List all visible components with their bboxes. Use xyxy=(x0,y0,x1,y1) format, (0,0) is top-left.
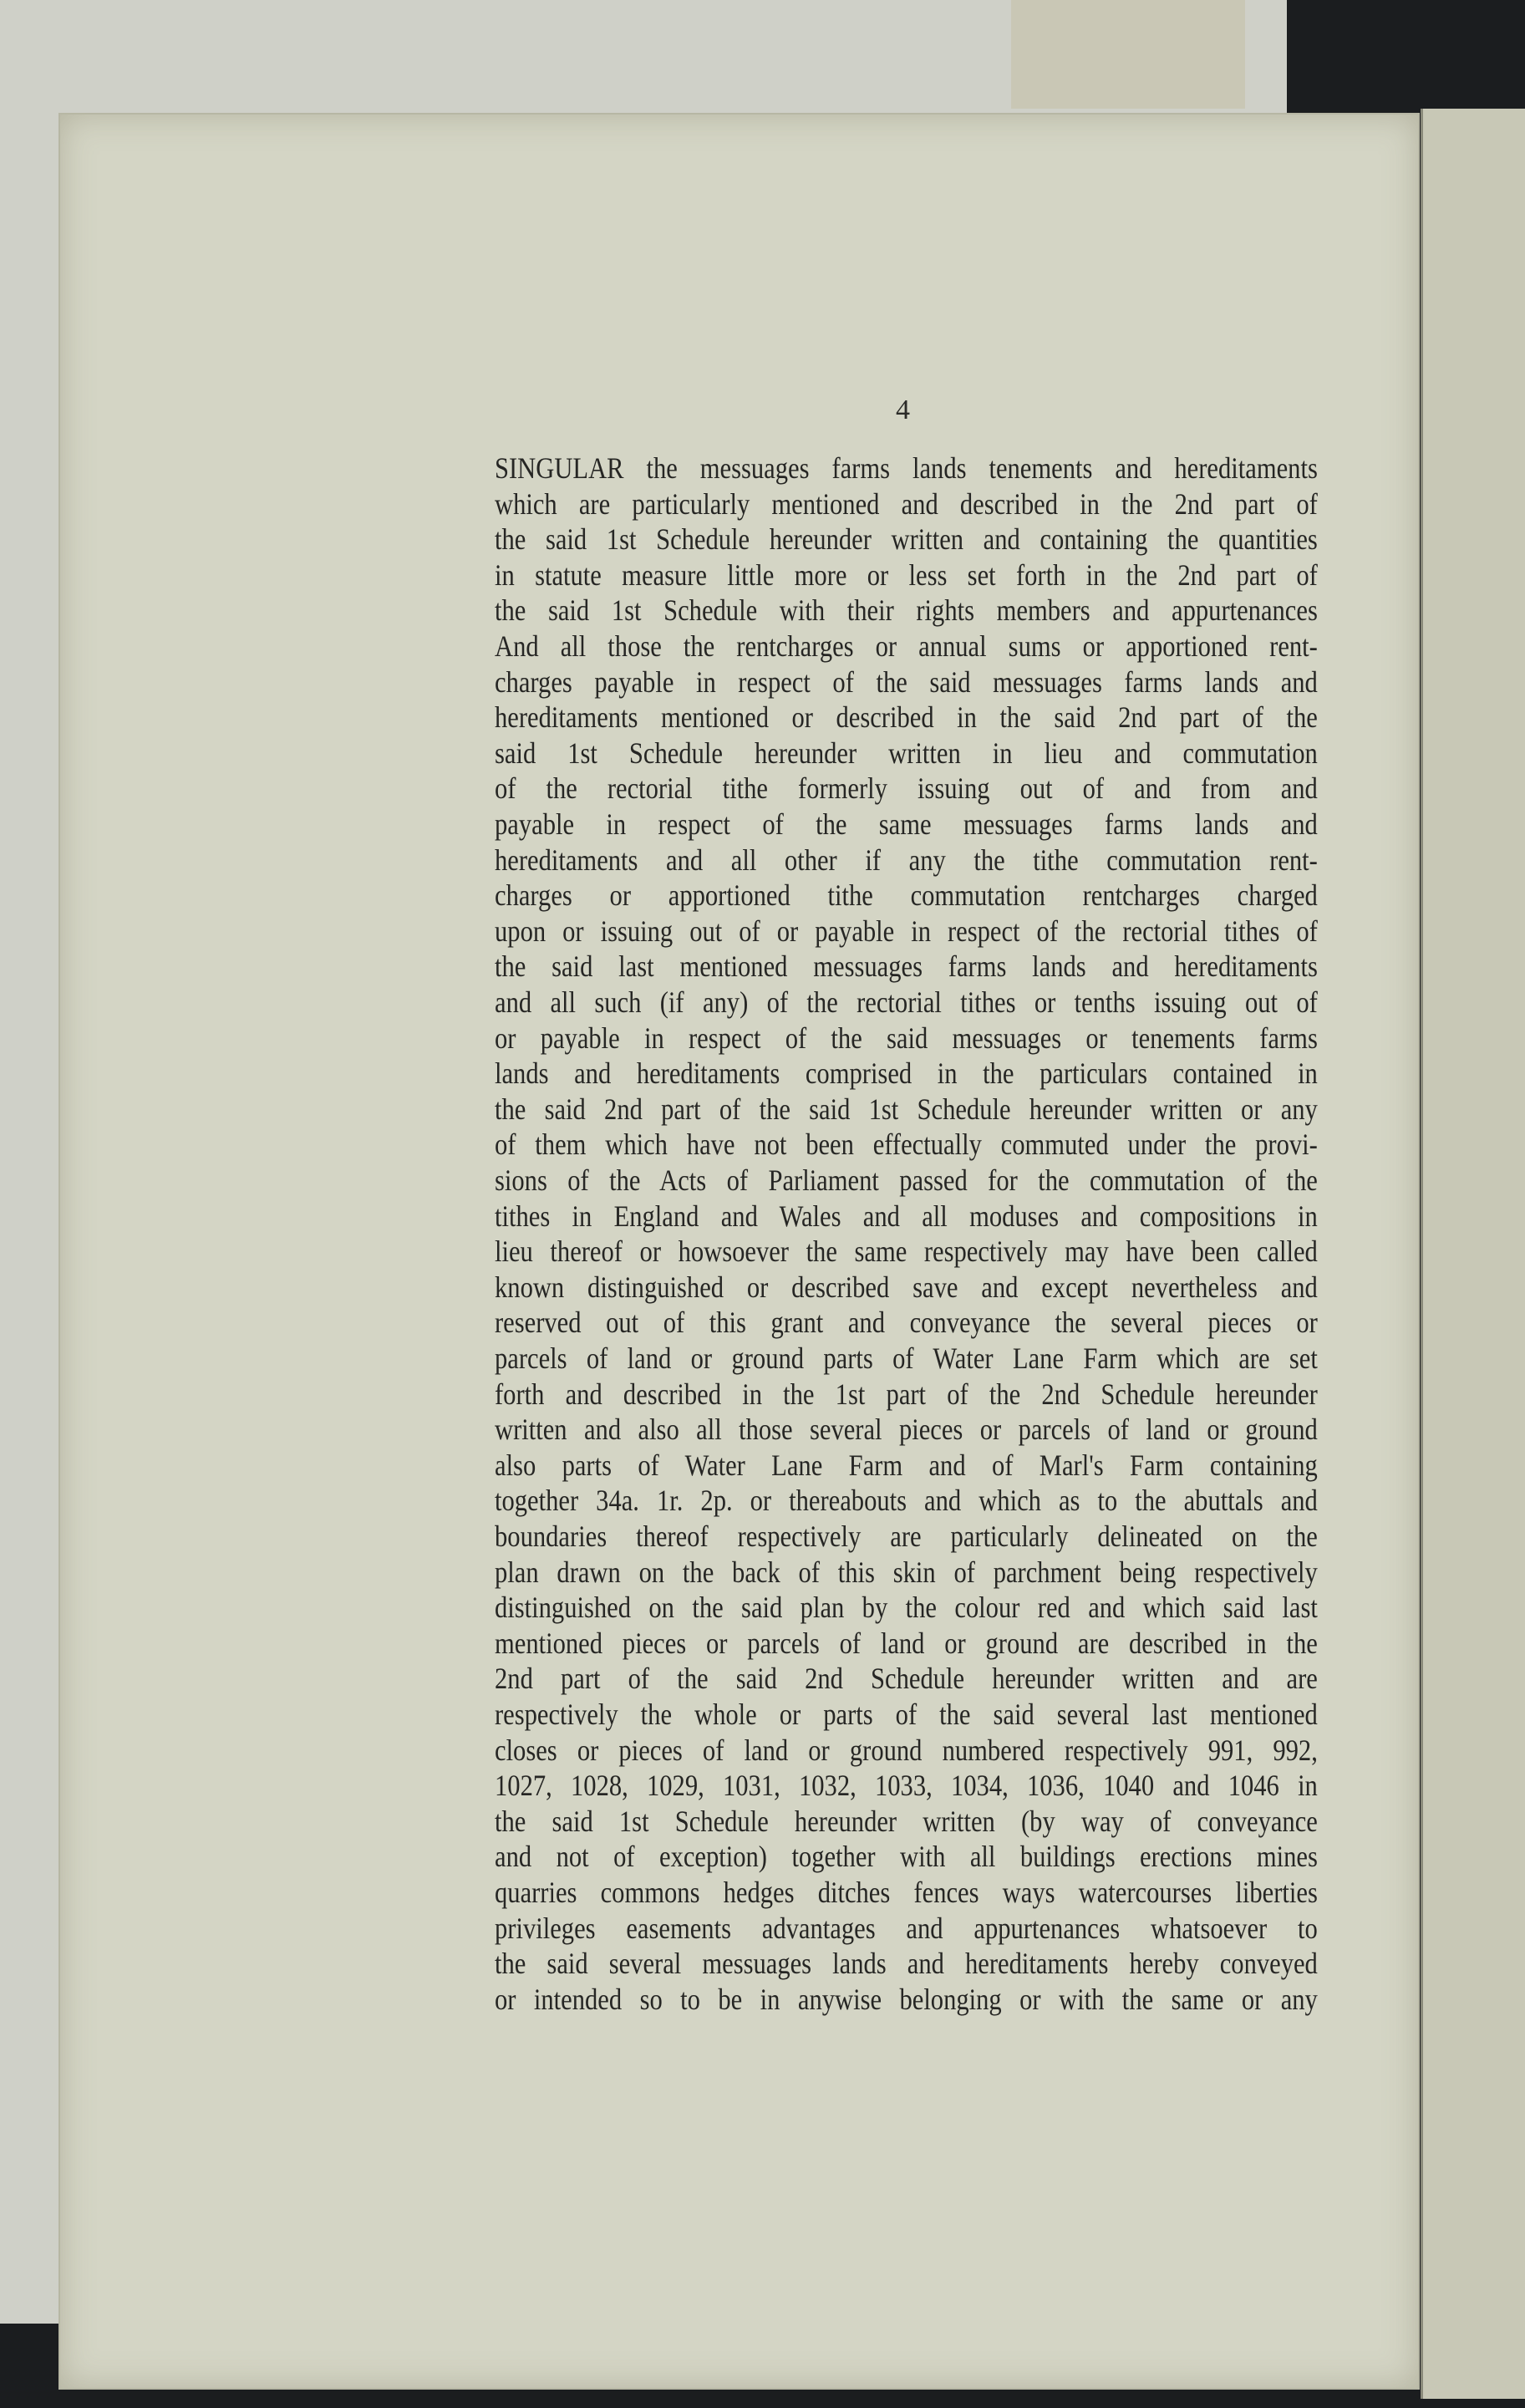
text-line: or payable in respect of the said messuages or tenements farms xyxy=(495,1021,1318,1055)
text-line: together 34a. 1r. 2p. or thereabouts and which as to the abuttals and xyxy=(495,1484,1318,1518)
text-line: lieu thereof or howsoever the same respectively may have been called xyxy=(495,1235,1318,1269)
text-line: closes or pieces of land or ground numbered respectively 991, 992, xyxy=(495,1733,1318,1767)
text-line: boundaries thereof respectively are particularly delineated on the xyxy=(495,1520,1318,1553)
text-line: written and also all those several pieces or parcels of land or ground xyxy=(495,1413,1318,1447)
text-line: charges payable in respect of the said messuages farms lands and xyxy=(495,664,1318,699)
text-line: the said last mentioned messuages farms lands and hereditaments xyxy=(495,949,1318,984)
text-line: distinguished on the said plan by the colour red and which said last xyxy=(495,1591,1318,1625)
text-line: charges or apportioned tithe commutation rentcharges charged xyxy=(495,878,1318,913)
underlying-sheet-tab xyxy=(1011,0,1245,109)
text-line: lands and hereditaments comprised in the particulars contained in xyxy=(495,1056,1318,1091)
text-line: 1027, 1028, 1029, 1031, 1032, 1033, 1034, 1036, 1040 and 1046 in xyxy=(495,1769,1318,1803)
text-line: hereditaments and all other if any the tithe commutation rent- xyxy=(495,843,1318,877)
text-line: privileges easements advantages and appurtenances whatsoever to xyxy=(495,1911,1318,1945)
text-line: and not of exception) together with all buildings erections mines xyxy=(495,1840,1318,1874)
text-line: quarries commons hedges ditches fences ways watercourses liberties xyxy=(495,1876,1318,1909)
text-line: or intended so to be in anywise belonging or with the same or any xyxy=(495,1982,1318,2016)
text-line: respectively the whole or parts of the said several last mentioned xyxy=(495,1698,1318,1731)
text-line: said 1st Schedule hereunder written in lieu and commutation xyxy=(495,736,1318,770)
text-line: of them which have not been effectually commuted under the provi- xyxy=(495,1128,1318,1162)
text-line: the said 1st Schedule hereunder written and containing the quantities xyxy=(495,522,1318,557)
text-line: upon or issuing out of or payable in respect of the rectorial tithes of xyxy=(495,914,1318,948)
text-line: and all such (if any) of the rectorial tithes or tenths issuing out of xyxy=(495,985,1318,1019)
text-line: sions of the Acts of Parliament passed for the commutation of the xyxy=(495,1163,1318,1197)
text-line: the said several messuages lands and hereditaments hereby conveyed xyxy=(495,1947,1318,1981)
text-line: in statute measure little more or less set forth in the 2nd part of xyxy=(495,557,1318,592)
text-line: also parts of Water Lane Farm and of Marl's Farm containing xyxy=(495,1448,1318,1482)
text-line: the said 2nd part of the said 1st Schedule hereunder written or any xyxy=(495,1092,1318,1126)
text-line: forth and described in the 1st part of the 2nd Schedule hereunder xyxy=(495,1377,1318,1411)
text-line: mentioned pieces or parcels of land or ground are described in the xyxy=(495,1626,1318,1660)
text-line: payable in respect of the same messuages farms lands and xyxy=(495,807,1318,841)
text-line: 2nd part of the said 2nd Schedule hereunder written and are xyxy=(495,1662,1318,1696)
text-line: of the rectorial tithe formerly issuing out of and from and xyxy=(495,771,1318,806)
text-line: reserved out of this grant and conveyance the several pieces or xyxy=(495,1306,1318,1340)
page-number: 4 xyxy=(896,395,910,425)
text-line: which are particularly mentioned and described in the 2nd part of xyxy=(495,486,1318,521)
text-line: the said 1st Schedule with their rights members and appurtenances xyxy=(495,593,1318,628)
text-line: hereditaments mentioned or described in the said 2nd part of the xyxy=(495,700,1318,735)
text-line: And all those the rentcharges or annual sums or apportioned rent- xyxy=(495,629,1318,663)
facing-page-edge xyxy=(1421,109,1525,2399)
text-line: the said 1st Schedule hereunder written (by way of conveyance xyxy=(495,1804,1318,1838)
text-line: SINGULAR the messuages farms lands tenements and hereditaments xyxy=(495,451,1318,485)
text-line: tithes in England and Wales and all moduses and compositions in xyxy=(495,1199,1318,1233)
text-line: plan drawn on the back of this skin of parchment being respectively xyxy=(495,1555,1318,1589)
text-line: parcels of land or ground parts of Water Lane Farm which are set xyxy=(495,1341,1318,1375)
text-line: known distinguished or described save and except nevertheless and xyxy=(495,1270,1318,1304)
